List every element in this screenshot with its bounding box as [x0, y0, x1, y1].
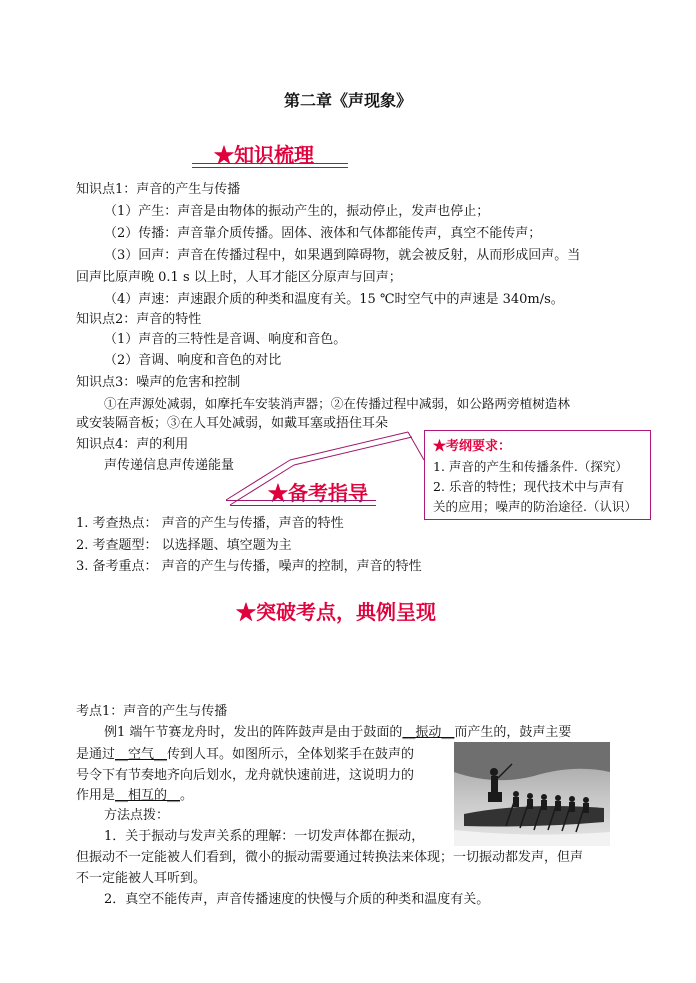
knowledge-line: （2）传播：声音靠介质传播。固体、液体和气体都能传声，真空不能传声； — [104, 226, 542, 241]
star-icon: ★ — [236, 600, 256, 624]
star-icon: ★ — [268, 481, 288, 505]
knowledge-line: （4）声速：声速跟介质的种类和温度有关。15 ℃时空气中的声速是 340m/s。 — [104, 292, 564, 307]
example-text: 传到人耳。如图所示，全体划桨手在鼓声的 — [167, 747, 415, 762]
section-underline — [226, 500, 376, 501]
method-heading: 方法点拨： — [104, 808, 170, 823]
exam-requirement-line: 关的应用；噪声的防治途径.（认识） — [433, 499, 637, 514]
method-line: 但振动不一定能被人们看到，微小的振动需要通过转换法来体现；一切振动都发声，但声 — [76, 850, 584, 865]
exam-requirement-line: 1. 声音的产生和传播条件.（探究） — [433, 459, 628, 474]
section-label: 备考指导 — [288, 481, 368, 505]
knowledge-point-1-heading: 知识点1：声音的产生与传播 — [76, 182, 241, 197]
guide-line: 1. 考查热点： 声音的产生与传播，声音的特性 — [76, 516, 344, 531]
section-heading-guide — [268, 477, 368, 506]
knowledge-point-2-heading: 知识点2：声音的特性 — [76, 312, 202, 327]
knowledge-line: （1）产生：声音是由物体的振动产生的，振动停止，发声也停止； — [104, 204, 490, 219]
exam-requirements-box — [424, 430, 651, 520]
section-heading-examples — [236, 596, 436, 625]
knowledge-line: 声传递信息声传递能量 — [104, 458, 235, 473]
exam-point-heading: 考点1：声音的产生与传播 — [76, 704, 228, 719]
guide-line: 2. 考查题型： 以选择题、填空题为主 — [76, 538, 292, 553]
example-text: 。 — [180, 788, 194, 803]
example-text: 而产生的，鼓声主要 — [454, 725, 572, 740]
section-label: 突破考点，典例呈现 — [256, 600, 436, 624]
example-line — [76, 786, 193, 806]
example-line: 号令下有节奏地齐向后划水，龙舟就快速前进，这说明力的 — [76, 768, 415, 783]
knowledge-line: （3）回声：声音在传播过程中，如果遇到障碍物，就会被反射，从而形成回声。当 — [104, 248, 581, 263]
example-text: 作用是 — [76, 788, 116, 803]
guide-line: 3. 备考重点： 声音的产生与传播，噪声的控制，声音的特性 — [76, 559, 422, 574]
knowledge-point-4-heading: 知识点4：声的利用 — [76, 437, 189, 452]
example-text: 是通过 — [76, 747, 116, 762]
knowledge-line: 回声比原声晚 0.1 s 以上时，人耳才能区分原声与回声； — [76, 270, 402, 285]
star-icon: ★ — [214, 143, 234, 167]
knowledge-point-3-heading: 知识点3：噪声的危害和控制 — [76, 375, 241, 390]
dragon-boat-photo-icon — [454, 742, 610, 846]
example-line — [76, 745, 414, 765]
knowledge-line: ①在声源处减弱，如摩托车安装消声器；②在传播过程中减弱，如公路两旁植树造林 — [104, 396, 570, 411]
method-line: 1．关于振动与发声关系的理解：一切发声体都在振动， — [104, 829, 425, 844]
answer-blank: __空气__ — [115, 747, 168, 762]
method-line: 不一定能被人耳听到。 — [76, 871, 207, 886]
exam-requirement-line: 2. 乐音的特性；现代技术中与声有 — [433, 479, 624, 494]
answer-blank: __相互的__ — [115, 788, 181, 803]
answer-blank: __振动__ — [402, 725, 455, 740]
section-label: 知识梳理 — [234, 143, 314, 167]
knowledge-line: （2）音调、响度和音色的对比 — [104, 353, 282, 368]
knowledge-line: （1）声音的三特性是音调、响度和音色。 — [104, 332, 347, 347]
knowledge-line: 或安装隔音板；③在人耳处减弱，如戴耳塞或捂住耳朵 — [76, 416, 389, 431]
section-underline — [230, 505, 376, 506]
example-line — [104, 723, 571, 743]
example-text: 例1 端午节赛龙舟时，发出的阵阵鼓声是由于鼓面的 — [104, 725, 403, 740]
exam-requirements-heading: ★考纲要求： — [433, 439, 512, 454]
page-title: 第二章《声现象》 — [283, 91, 412, 110]
method-line: 2．真空不能传声，声音传播速度的快慢与介质的种类和温度有关。 — [104, 892, 490, 907]
